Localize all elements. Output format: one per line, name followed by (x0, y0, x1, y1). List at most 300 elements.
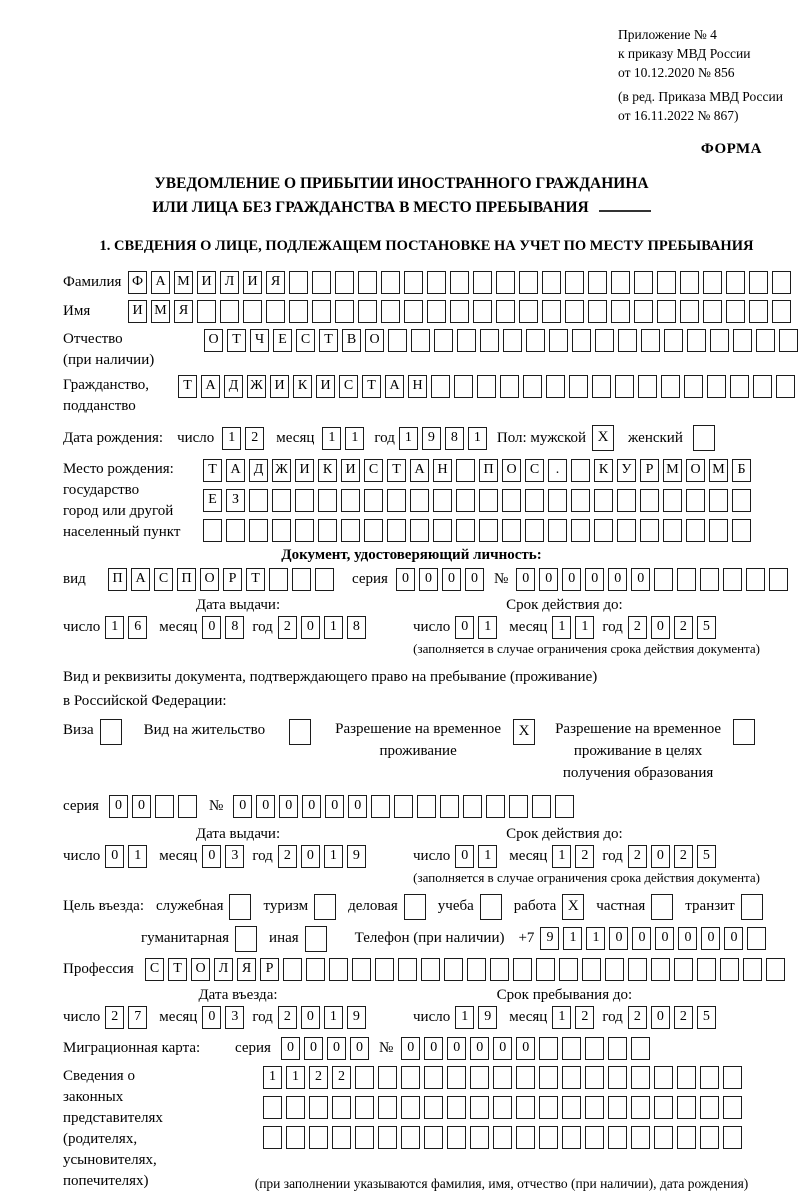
identity-expiry-day[interactable] (455, 616, 497, 639)
char-cell[interactable] (756, 329, 775, 352)
patronymic-cells[interactable] (204, 329, 798, 352)
char-cell[interactable]: 9 (478, 1006, 497, 1029)
char-cell[interactable] (536, 958, 555, 981)
char-cell[interactable] (263, 1126, 282, 1149)
char-cell[interactable]: Б (732, 459, 751, 482)
char-cell[interactable] (496, 300, 515, 323)
char-cell[interactable] (747, 927, 766, 950)
char-cell[interactable] (424, 1096, 443, 1119)
char-cell[interactable]: А (131, 568, 150, 591)
char-cell[interactable] (677, 568, 696, 591)
edu-residence-checkbox[interactable] (733, 719, 755, 745)
char-cell[interactable]: П (479, 459, 498, 482)
char-cell[interactable]: О (686, 459, 705, 482)
char-cell[interactable] (559, 958, 578, 981)
char-cell[interactable] (378, 1066, 397, 1089)
char-cell[interactable]: С (339, 375, 358, 398)
char-cell[interactable]: 1 (552, 1006, 571, 1029)
purpose-other-checkbox[interactable] (305, 926, 327, 952)
char-cell[interactable] (726, 271, 745, 294)
char-cell[interactable] (776, 375, 795, 398)
char-cell[interactable] (700, 1126, 719, 1149)
char-cell[interactable] (697, 958, 716, 981)
char-cell[interactable] (266, 300, 285, 323)
char-cell[interactable]: Н (408, 375, 427, 398)
char-cell[interactable] (427, 271, 446, 294)
name-cells[interactable] (128, 300, 791, 323)
char-cell[interactable] (235, 926, 257, 952)
char-cell[interactable]: 5 (697, 845, 716, 868)
char-cell[interactable] (631, 1066, 650, 1089)
char-cell[interactable]: Д (249, 459, 268, 482)
char-cell[interactable]: З (226, 489, 245, 512)
char-cell[interactable]: 0 (350, 1037, 369, 1060)
char-cell[interactable] (585, 1037, 604, 1060)
char-cell[interactable] (743, 958, 762, 981)
char-cell[interactable] (394, 795, 413, 818)
char-cell[interactable] (733, 329, 752, 352)
char-cell[interactable]: 7 (128, 1006, 147, 1029)
char-cell[interactable] (473, 271, 492, 294)
char-cell[interactable]: С (525, 459, 544, 482)
char-cell[interactable]: А (201, 375, 220, 398)
char-cell[interactable] (631, 1126, 650, 1149)
char-cell[interactable] (654, 1066, 673, 1089)
char-cell[interactable]: 0 (651, 616, 670, 639)
char-cell[interactable] (358, 271, 377, 294)
char-cell[interactable] (355, 1096, 374, 1119)
char-cell[interactable]: 0 (424, 1037, 443, 1060)
char-cell[interactable] (634, 300, 653, 323)
char-cell[interactable]: 5 (697, 616, 716, 639)
char-cell[interactable] (502, 519, 521, 542)
char-cell[interactable] (709, 519, 728, 542)
char-cell[interactable]: С (296, 329, 315, 352)
char-cell[interactable]: 1 (322, 427, 341, 450)
char-cell[interactable] (500, 375, 519, 398)
char-cell[interactable]: Я (266, 271, 285, 294)
char-cell[interactable] (687, 329, 706, 352)
char-cell[interactable] (680, 271, 699, 294)
char-cell[interactable]: О (365, 329, 384, 352)
char-cell[interactable]: 0 (256, 795, 275, 818)
char-cell[interactable] (424, 1066, 443, 1089)
char-cell[interactable] (749, 271, 768, 294)
char-cell[interactable] (479, 519, 498, 542)
char-cell[interactable]: 1 (552, 616, 571, 639)
char-cell[interactable] (203, 519, 222, 542)
char-cell[interactable] (686, 519, 705, 542)
char-cell[interactable] (197, 300, 216, 323)
char-cell[interactable] (640, 489, 659, 512)
char-cell[interactable] (398, 958, 417, 981)
identity-issue-year[interactable] (278, 616, 366, 639)
char-cell[interactable] (404, 894, 426, 920)
char-cell[interactable]: У (617, 459, 636, 482)
char-cell[interactable]: 0 (202, 845, 221, 868)
char-cell[interactable] (480, 329, 499, 352)
char-cell[interactable] (677, 1096, 696, 1119)
char-cell[interactable] (562, 1126, 581, 1149)
char-cell[interactable] (318, 489, 337, 512)
char-cell[interactable]: 2 (245, 427, 264, 450)
sex-female-checkbox[interactable] (693, 425, 715, 451)
char-cell[interactable] (100, 719, 122, 745)
residence-number-cells[interactable] (233, 795, 574, 818)
char-cell[interactable]: Т (387, 459, 406, 482)
char-cell[interactable] (594, 489, 613, 512)
char-cell[interactable]: 0 (539, 568, 558, 591)
char-cell[interactable] (381, 300, 400, 323)
char-cell[interactable]: О (204, 329, 223, 352)
birth-place-row1[interactable] (203, 459, 751, 482)
char-cell[interactable]: К (293, 375, 312, 398)
char-cell[interactable] (447, 1066, 466, 1089)
char-cell[interactable] (608, 1037, 627, 1060)
char-cell[interactable]: 0 (516, 568, 535, 591)
char-cell[interactable] (401, 1066, 420, 1089)
char-cell[interactable]: 8 (445, 427, 464, 450)
char-cell[interactable] (723, 1096, 742, 1119)
char-cell[interactable] (378, 1126, 397, 1149)
char-cell[interactable]: Я (237, 958, 256, 981)
char-cell[interactable] (155, 795, 174, 818)
char-cell[interactable] (582, 958, 601, 981)
char-cell[interactable]: 0 (585, 568, 604, 591)
char-cell[interactable] (710, 329, 729, 352)
char-cell[interactable]: 1 (324, 616, 343, 639)
char-cell[interactable]: В (342, 329, 361, 352)
char-cell[interactable] (286, 1126, 305, 1149)
char-cell[interactable]: П (108, 568, 127, 591)
char-cell[interactable] (523, 375, 542, 398)
char-cell[interactable] (513, 958, 532, 981)
char-cell[interactable]: 0 (304, 1037, 323, 1060)
char-cell[interactable] (730, 375, 749, 398)
char-cell[interactable] (427, 300, 446, 323)
char-cell[interactable]: 2 (674, 1006, 693, 1029)
char-cell[interactable] (388, 329, 407, 352)
identity-issue-month[interactable] (202, 616, 244, 639)
char-cell[interactable]: 1 (263, 1066, 282, 1089)
char-cell[interactable]: 3 (225, 1006, 244, 1029)
char-cell[interactable]: 2 (278, 616, 297, 639)
char-cell[interactable] (332, 1096, 351, 1119)
char-cell[interactable] (700, 568, 719, 591)
char-cell[interactable]: Т (362, 375, 381, 398)
char-cell[interactable] (493, 1096, 512, 1119)
char-cell[interactable]: 1 (324, 1006, 343, 1029)
char-cell[interactable]: 0 (678, 927, 697, 950)
char-cell[interactable]: М (174, 271, 193, 294)
char-cell[interactable]: 2 (628, 845, 647, 868)
residence-series-cells[interactable] (109, 795, 197, 818)
char-cell[interactable]: Ф (128, 271, 147, 294)
char-cell[interactable] (447, 1126, 466, 1149)
char-cell[interactable]: 6 (128, 616, 147, 639)
char-cell[interactable] (674, 958, 693, 981)
sex-male-checkbox[interactable] (592, 425, 614, 451)
char-cell[interactable] (707, 375, 726, 398)
char-cell[interactable] (411, 329, 430, 352)
char-cell[interactable] (663, 519, 682, 542)
char-cell[interactable] (519, 271, 538, 294)
char-cell[interactable] (542, 300, 561, 323)
char-cell[interactable] (434, 329, 453, 352)
char-cell[interactable]: Р (260, 958, 279, 981)
char-cell[interactable] (526, 329, 545, 352)
temp-residence-checkbox[interactable] (513, 719, 535, 745)
char-cell[interactable] (753, 375, 772, 398)
char-cell[interactable] (479, 489, 498, 512)
char-cell[interactable] (657, 271, 676, 294)
char-cell[interactable]: 1 (478, 616, 497, 639)
char-cell[interactable] (404, 271, 423, 294)
char-cell[interactable] (473, 300, 492, 323)
char-cell[interactable]: 0 (302, 795, 321, 818)
char-cell[interactable] (493, 1066, 512, 1089)
char-cell[interactable] (431, 375, 450, 398)
char-cell[interactable] (289, 271, 308, 294)
char-cell[interactable] (746, 568, 765, 591)
residence-expiry-year[interactable] (628, 845, 716, 868)
char-cell[interactable] (605, 958, 624, 981)
char-cell[interactable] (355, 1066, 374, 1089)
surname-cells[interactable] (128, 271, 791, 294)
representatives-row1[interactable] (263, 1066, 742, 1089)
char-cell[interactable] (519, 300, 538, 323)
char-cell[interactable] (305, 926, 327, 952)
char-cell[interactable]: 0 (396, 568, 415, 591)
char-cell[interactable] (226, 519, 245, 542)
char-cell[interactable] (661, 375, 680, 398)
char-cell[interactable]: И (341, 459, 360, 482)
char-cell[interactable]: 0 (202, 1006, 221, 1029)
char-cell[interactable] (387, 519, 406, 542)
representatives-row2[interactable] (263, 1096, 742, 1119)
phone-cells[interactable] (540, 927, 766, 950)
char-cell[interactable] (315, 568, 334, 591)
purpose-private-checkbox[interactable] (651, 894, 673, 920)
char-cell[interactable] (381, 271, 400, 294)
char-cell[interactable]: К (318, 459, 337, 482)
char-cell[interactable] (417, 795, 436, 818)
char-cell[interactable]: 1 (563, 927, 582, 950)
char-cell[interactable] (542, 271, 561, 294)
char-cell[interactable] (588, 300, 607, 323)
char-cell[interactable] (572, 329, 591, 352)
char-cell[interactable] (532, 795, 551, 818)
char-cell[interactable]: 2 (628, 1006, 647, 1029)
char-cell[interactable] (401, 1126, 420, 1149)
char-cell[interactable] (741, 894, 763, 920)
char-cell[interactable] (433, 519, 452, 542)
char-cell[interactable] (444, 958, 463, 981)
char-cell[interactable]: 1 (575, 616, 594, 639)
residence-expiry-month[interactable] (552, 845, 594, 868)
birth-year-cells[interactable] (399, 427, 487, 450)
char-cell[interactable] (289, 719, 311, 745)
representatives-row3[interactable] (263, 1126, 742, 1149)
char-cell[interactable] (651, 958, 670, 981)
purpose-work-checkbox[interactable] (562, 894, 584, 920)
char-cell[interactable] (723, 1126, 742, 1149)
char-cell[interactable] (615, 375, 634, 398)
char-cell[interactable] (289, 300, 308, 323)
char-cell[interactable]: Д (224, 375, 243, 398)
char-cell[interactable]: 0 (301, 1006, 320, 1029)
char-cell[interactable] (477, 375, 496, 398)
char-cell[interactable]: К (594, 459, 613, 482)
char-cell[interactable]: Ж (272, 459, 291, 482)
char-cell[interactable]: 2 (332, 1066, 351, 1089)
char-cell[interactable]: 9 (540, 927, 559, 950)
char-cell[interactable] (634, 271, 653, 294)
char-cell[interactable] (454, 375, 473, 398)
char-cell[interactable] (283, 958, 302, 981)
char-cell[interactable] (595, 329, 614, 352)
char-cell[interactable]: А (385, 375, 404, 398)
char-cell[interactable]: 0 (109, 795, 128, 818)
char-cell[interactable] (555, 795, 574, 818)
char-cell[interactable]: 2 (105, 1006, 124, 1029)
char-cell[interactable]: 0 (442, 568, 461, 591)
char-cell[interactable]: 0 (608, 568, 627, 591)
char-cell[interactable] (638, 375, 657, 398)
char-cell[interactable] (433, 489, 452, 512)
char-cell[interactable]: 1 (286, 1066, 305, 1089)
char-cell[interactable] (364, 489, 383, 512)
char-cell[interactable] (335, 271, 354, 294)
char-cell[interactable]: С (145, 958, 164, 981)
char-cell[interactable] (732, 519, 751, 542)
char-cell[interactable]: 0 (401, 1037, 420, 1060)
char-cell[interactable] (585, 1066, 604, 1089)
char-cell[interactable] (263, 1096, 282, 1119)
char-cell[interactable]: Т (319, 329, 338, 352)
char-cell[interactable] (355, 1126, 374, 1149)
char-cell[interactable]: Р (223, 568, 242, 591)
char-cell[interactable] (680, 300, 699, 323)
char-cell[interactable]: 0 (447, 1037, 466, 1060)
char-cell[interactable] (249, 519, 268, 542)
char-cell[interactable]: Л (220, 271, 239, 294)
char-cell[interactable] (617, 489, 636, 512)
char-cell[interactable]: 1 (468, 427, 487, 450)
birth-place-row3[interactable] (203, 519, 751, 542)
char-cell[interactable] (539, 1096, 558, 1119)
residence-issue-day[interactable] (105, 845, 147, 868)
stay-month[interactable] (552, 1006, 594, 1029)
char-cell[interactable]: 2 (674, 845, 693, 868)
doc-number-cells[interactable] (516, 568, 788, 591)
char-cell[interactable]: 5 (697, 1006, 716, 1029)
char-cell[interactable] (703, 300, 722, 323)
char-cell[interactable] (249, 489, 268, 512)
residence-issue-year[interactable] (278, 845, 366, 868)
char-cell[interactable] (631, 1096, 650, 1119)
char-cell[interactable]: 2 (278, 845, 297, 868)
char-cell[interactable] (450, 300, 469, 323)
char-cell[interactable]: 0 (701, 927, 720, 950)
char-cell[interactable] (490, 958, 509, 981)
char-cell[interactable]: 0 (301, 616, 320, 639)
doc-series-cells[interactable] (396, 568, 484, 591)
char-cell[interactable]: О (502, 459, 521, 482)
purpose-study-checkbox[interactable] (480, 894, 502, 920)
char-cell[interactable] (641, 329, 660, 352)
char-cell[interactable] (703, 271, 722, 294)
char-cell[interactable]: О (200, 568, 219, 591)
char-cell[interactable] (565, 271, 584, 294)
char-cell[interactable] (654, 1096, 673, 1119)
char-cell[interactable] (631, 1037, 650, 1060)
char-cell[interactable] (565, 300, 584, 323)
char-cell[interactable] (440, 795, 459, 818)
char-cell[interactable] (312, 271, 331, 294)
char-cell[interactable] (585, 1126, 604, 1149)
char-cell[interactable] (772, 300, 791, 323)
char-cell[interactable]: 9 (347, 845, 366, 868)
char-cell[interactable] (424, 1126, 443, 1149)
char-cell[interactable] (628, 958, 647, 981)
char-cell[interactable] (371, 795, 390, 818)
char-cell[interactable] (329, 958, 348, 981)
char-cell[interactable]: 1 (399, 427, 418, 450)
char-cell[interactable] (608, 1126, 627, 1149)
char-cell[interactable]: 2 (575, 1006, 594, 1029)
char-cell[interactable] (456, 519, 475, 542)
char-cell[interactable] (686, 489, 705, 512)
char-cell[interactable] (571, 519, 590, 542)
char-cell[interactable] (306, 958, 325, 981)
char-cell[interactable]: Ж (247, 375, 266, 398)
char-cell[interactable]: П (177, 568, 196, 591)
char-cell[interactable] (677, 1066, 696, 1089)
char-cell[interactable] (749, 300, 768, 323)
char-cell[interactable] (401, 1096, 420, 1119)
char-cell[interactable] (502, 489, 521, 512)
char-cell[interactable]: Ч (250, 329, 269, 352)
char-cell[interactable]: 0 (279, 795, 298, 818)
char-cell[interactable] (269, 568, 288, 591)
char-cell[interactable] (229, 894, 251, 920)
char-cell[interactable] (608, 1096, 627, 1119)
char-cell[interactable]: 0 (651, 845, 670, 868)
char-cell[interactable] (410, 489, 429, 512)
char-cell[interactable] (358, 300, 377, 323)
char-cell[interactable] (243, 300, 262, 323)
migration-number-cells[interactable] (401, 1037, 650, 1060)
char-cell[interactable]: 1 (478, 845, 497, 868)
char-cell[interactable] (617, 519, 636, 542)
stay-year[interactable] (628, 1006, 716, 1029)
char-cell[interactable]: 0 (609, 927, 628, 950)
char-cell[interactable]: 0 (419, 568, 438, 591)
char-cell[interactable] (503, 329, 522, 352)
char-cell[interactable]: Р (640, 459, 659, 482)
char-cell[interactable]: И (197, 271, 216, 294)
char-cell[interactable]: Т (227, 329, 246, 352)
char-cell[interactable] (779, 329, 798, 352)
char-cell[interactable] (352, 958, 371, 981)
char-cell[interactable] (447, 1096, 466, 1119)
identity-expiry-month[interactable] (552, 616, 594, 639)
char-cell[interactable] (733, 719, 755, 745)
char-cell[interactable] (723, 1066, 742, 1089)
birth-place-row2[interactable] (203, 489, 751, 512)
char-cell[interactable]: X (592, 425, 614, 451)
